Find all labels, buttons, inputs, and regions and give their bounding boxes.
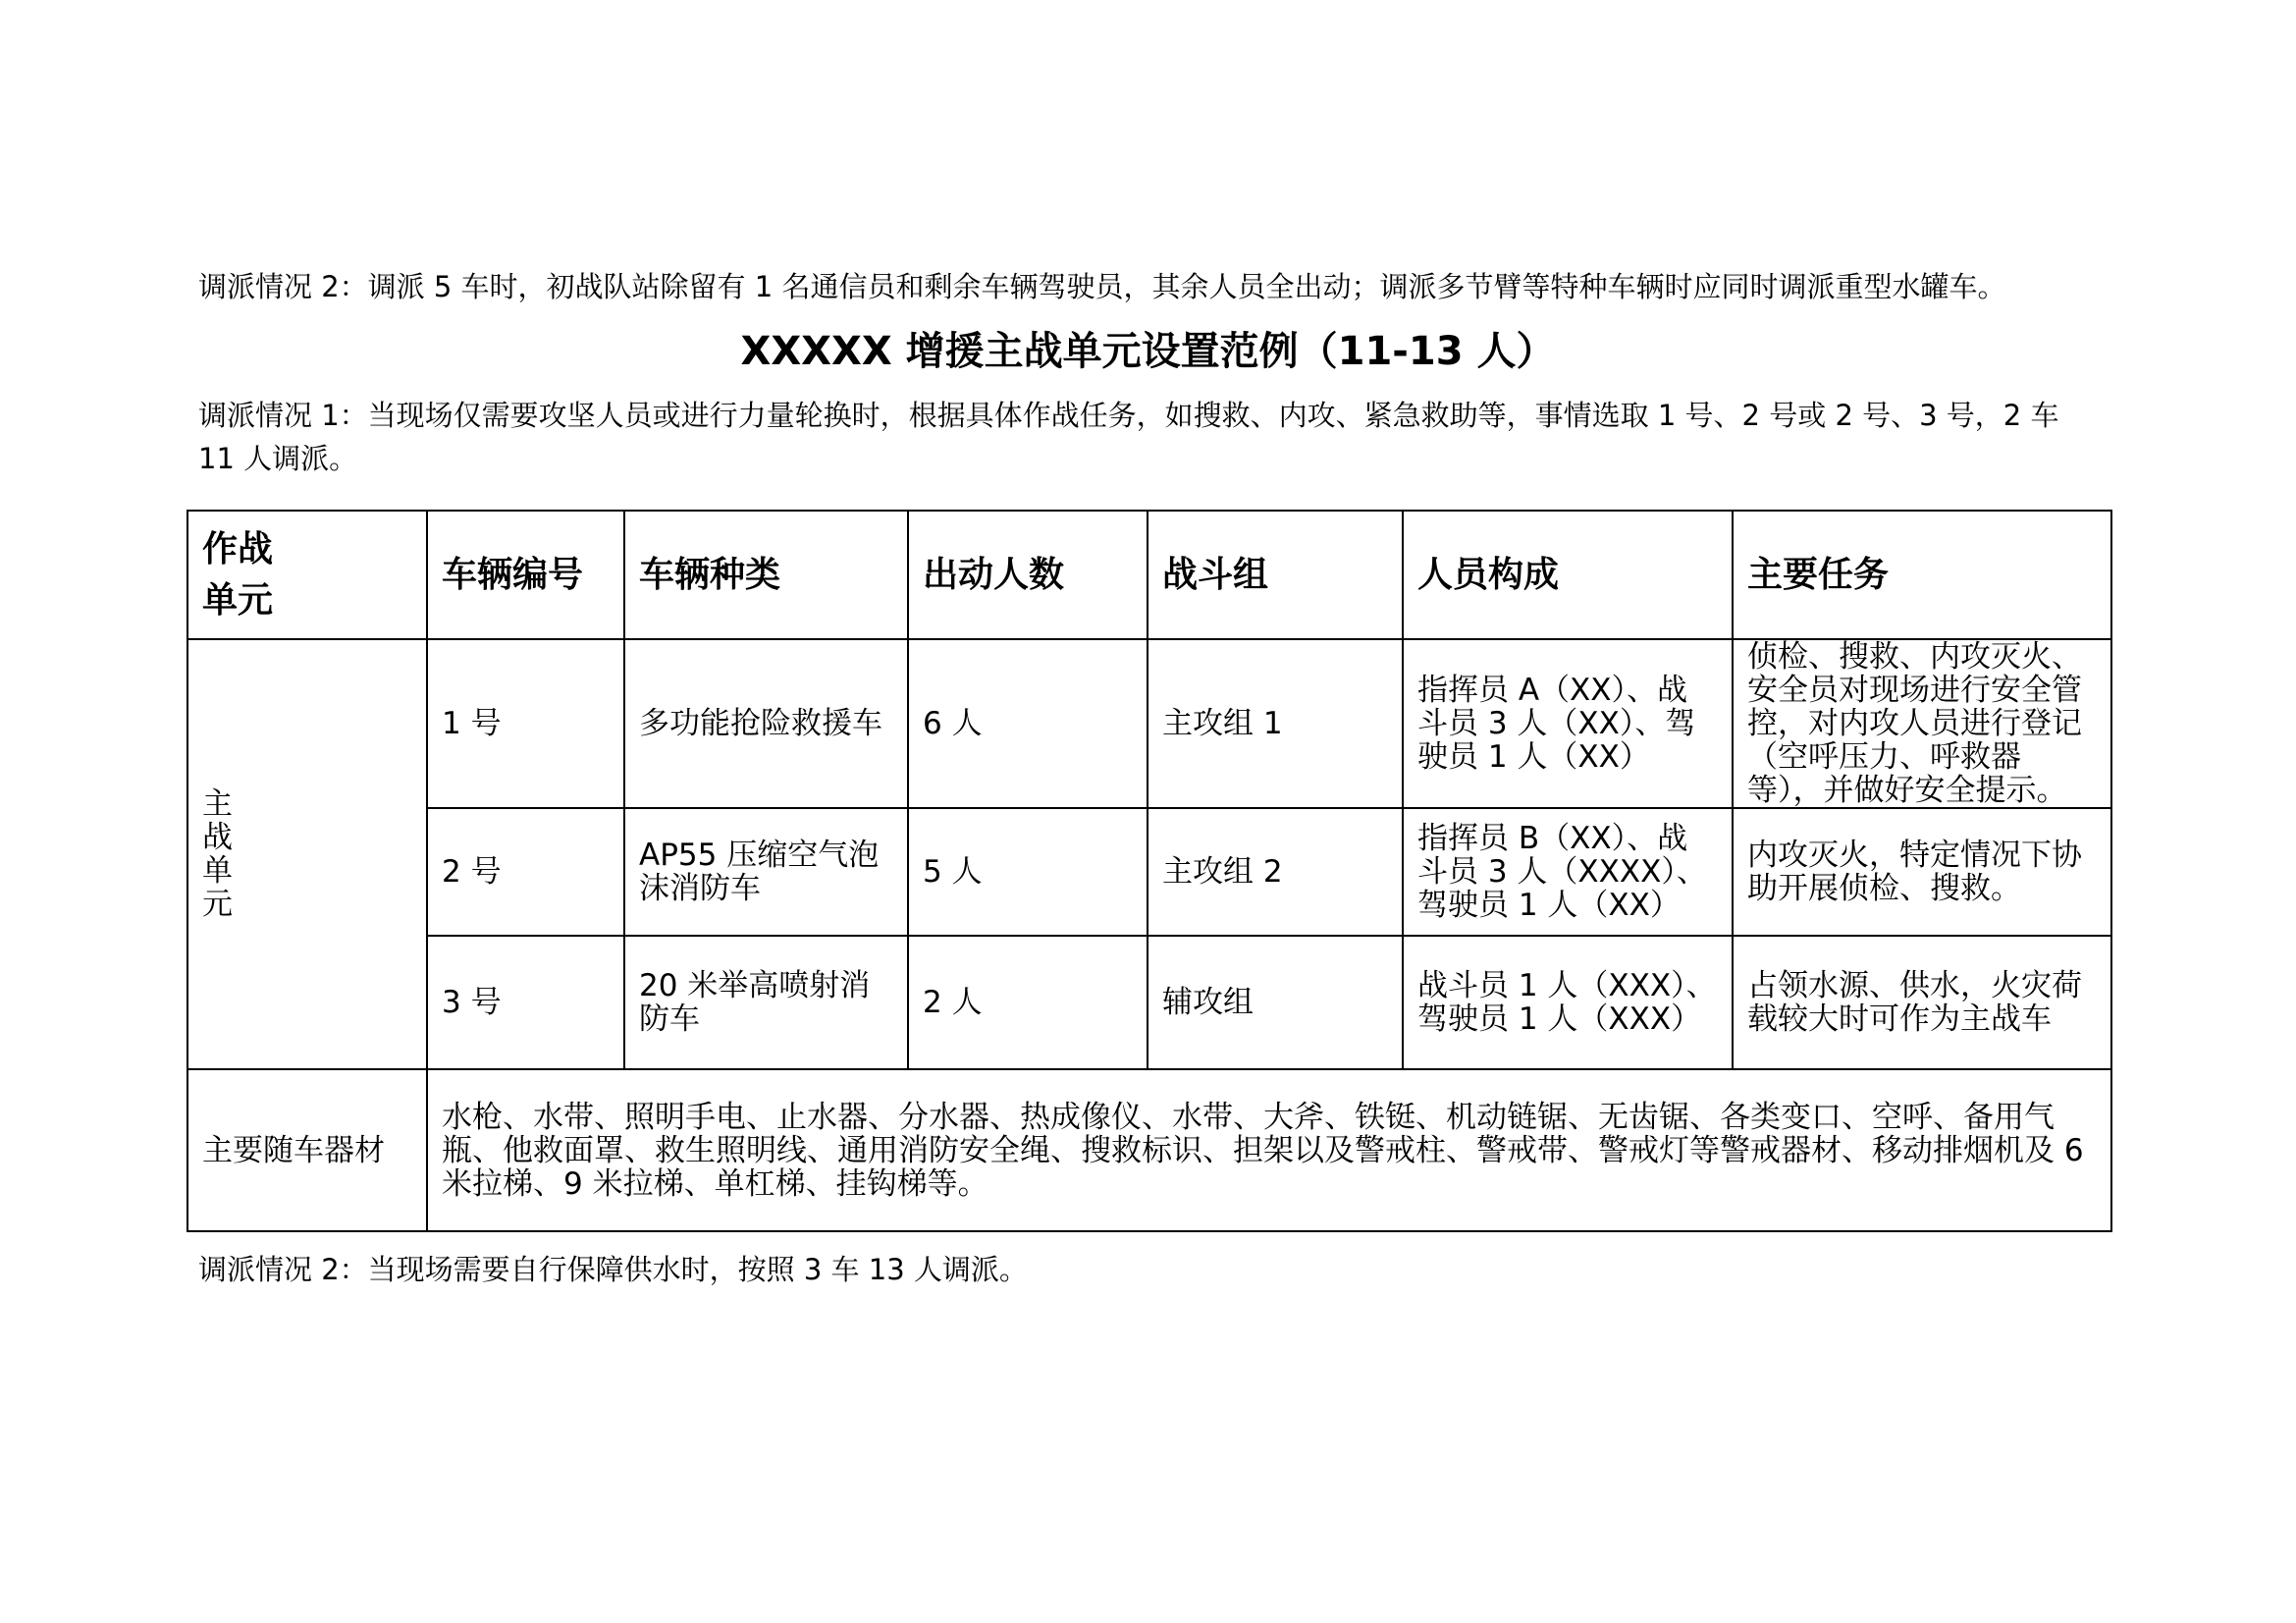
equipment-row <box>187 1069 2111 1231</box>
table-row <box>187 808 2111 936</box>
vehicle-no-cell: 1 号 <box>427 639 624 808</box>
combat-group-cell: 主攻组 2 <box>1148 808 1403 936</box>
personnel-count-cell: 5 人 <box>908 808 1148 936</box>
header-vehicle-type: 车辆种类 <box>624 511 908 639</box>
vehicle-type-cell: AP55 压缩空气泡沫消防车 <box>624 808 908 936</box>
main-tasks-cell: 内攻灭火，特定情况下协助开展侦检、搜救。 <box>1733 808 2111 936</box>
equipment-list: 水枪、水带、照明手电、止水器、分水器、热成像仪、水带、大斧、铁铤、机动链锯、无齿锯、各类变口、空呼、备用气瓶、他救面罩、救生照明线、通用消防安全绳、搜救标识、担架以及警戒柱、警戒带、警戒灯等警戒器材、移动排烟机及 6 米拉梯、9 米拉梯、单杠梯、挂钩梯等。 <box>427 1069 2111 1231</box>
vehicle-no-cell: 2 号 <box>427 808 624 936</box>
unit-char: 单 <box>202 853 233 889</box>
vehicle-type-cell: 多功能抢险救援车 <box>624 639 908 808</box>
unit-char: 主 <box>202 786 233 822</box>
combat-group-cell: 辅攻组 <box>1148 936 1403 1069</box>
header-composition: 人员构成 <box>1403 511 1733 639</box>
page-title: XXXXX 增援主战单元设置范例（11-13 人） <box>740 329 1556 374</box>
header-combat-unit-line1: 作战 <box>202 528 274 569</box>
combat-unit-table <box>187 510 2112 1232</box>
vehicle-no-cell: 3 号 <box>427 936 624 1069</box>
main-tasks-cell: 侦检、搜救、内攻灭火、安全员对现场进行安全管控，对内攻人员进行登记（空呼压力、呼救器等），并做好安全提示。 <box>1733 639 2111 808</box>
composition-cell: 战斗员 1 人（XXX）、驾驶员 1 人（XXX） <box>1403 936 1733 1069</box>
unit-char: 元 <box>202 887 233 922</box>
unit-char: 战 <box>202 820 233 855</box>
combat-group-cell: 主攻组 1 <box>1148 639 1403 808</box>
dispatch-case-1: 调派情况 1：当现场仅需要攻坚人员或进行力量轮换时，根据具体作战任务，如搜救、内攻、紧急救助等，事情选取 1 号、2 号或 2 号、3 号，2 车 11 人调派。 <box>198 399 2059 475</box>
header-vehicle-no: 车辆编号 <box>427 511 624 639</box>
header-combat-group: 战斗组 <box>1148 511 1403 639</box>
dispatch-note-top: 调派情况 2：调派 5 车时，初战队站除留有 1 名通信员和剩余车辆驾驶员，其余人员全出动；调派多节臂等特种车辆时应同时调派重型水罐车。 <box>198 270 2006 303</box>
vehicle-type-cell: 20 米举高喷射消防车 <box>624 936 908 1069</box>
personnel-count-cell: 2 人 <box>908 936 1148 1069</box>
main-combat-unit-cell <box>187 639 427 1069</box>
composition-cell: 指挥员 A（XX）、战斗员 3 人（XX）、驾驶员 1 人（XX） <box>1403 639 1733 808</box>
personnel-count-cell: 6 人 <box>908 639 1148 808</box>
header-main-tasks: 主要任务 <box>1733 511 2111 639</box>
table-header-row <box>187 511 2111 639</box>
main-tasks-cell: 占领水源、供水，火灾荷载较大时可作为主战车 <box>1733 936 2111 1069</box>
equipment-label: 主要随车器材 <box>187 1069 427 1231</box>
table-row <box>187 936 2111 1069</box>
composition-cell: 指挥员 B（XX）、战斗员 3 人（XXXX）、驾驶员 1 人（XX） <box>1403 808 1733 936</box>
dispatch-case-2: 调派情况 2：当现场需要自行保障供水时，按照 3 车 13 人调派。 <box>198 1253 1028 1286</box>
table-row <box>187 639 2111 808</box>
header-personnel-count: 出动人数 <box>908 511 1148 639</box>
header-combat-unit <box>187 511 427 639</box>
header-combat-unit-line2: 单元 <box>202 579 274 621</box>
